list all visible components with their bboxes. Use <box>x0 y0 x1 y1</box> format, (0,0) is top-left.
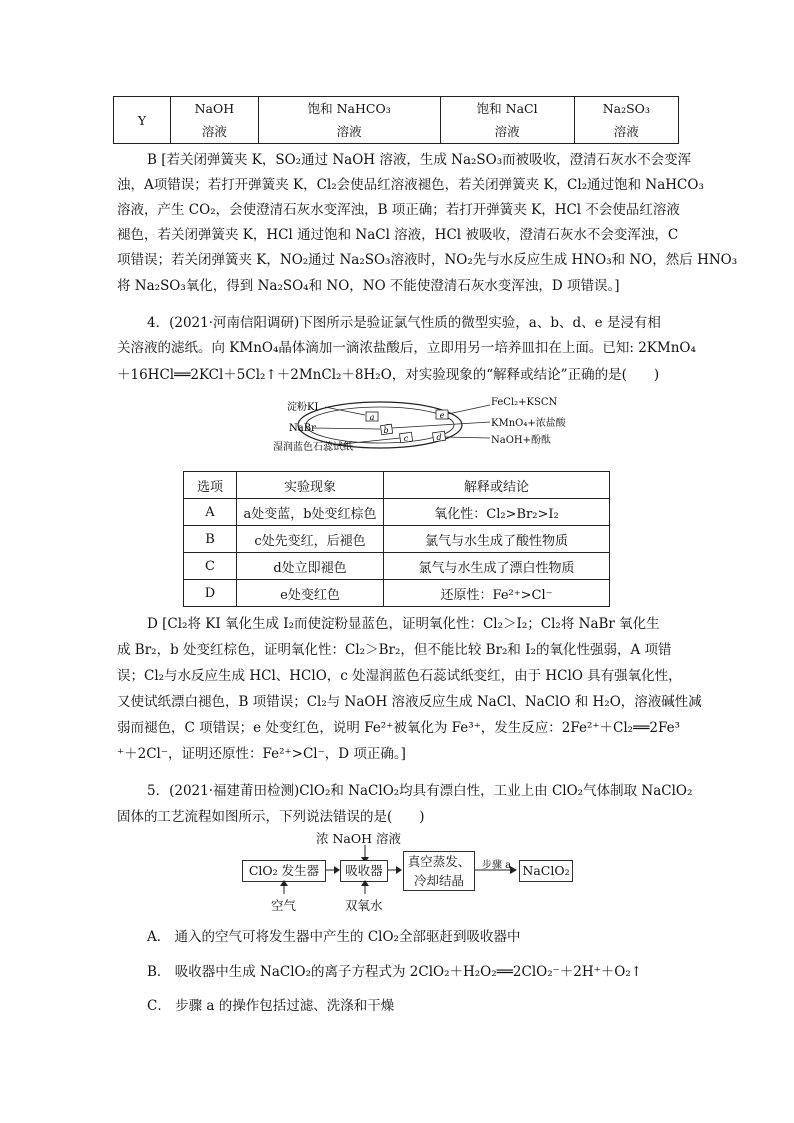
label-nabr: NaBr <box>289 423 316 434</box>
text-line: 溶液，产生 CO₂，会使澄清石灰水变浑浊，B 项正确；若打开弹簧夹 K，HCl 不会使品红溶液 <box>117 202 680 218</box>
option-c: C． 步骤 a 的操作包括过滤、洗涤和干燥 <box>147 998 395 1014</box>
text-line: 将 Na₂SO₃氧化，得到 Na₂SO₄和 NO，NO 不能使澄清石灰水变浑浊，D 项错误。] <box>117 278 620 294</box>
flow-up-arrows <box>240 880 440 896</box>
marker-c <box>400 432 413 443</box>
text-line: 弱而褪色，C 项错误；e 处变红色，说明 Fe²⁺被氧化为 Fe³⁺，发生反应：2Fe²⁺＋Cl₂══2Fe³ <box>117 720 680 736</box>
y-cell-1: NaOH 溶液 <box>171 97 259 144</box>
flow-under-h2o2: 双氧水 <box>345 898 383 913</box>
text-line: 4．(2021·河南信阳调研)下图所示是验证氯气性质的微型实验，a、b、d、e 是浸有相 <box>147 315 661 331</box>
y-cell-2: 饱和 NaHCO₃ 溶液 <box>258 97 440 144</box>
table-row: D e处变红色 还原性：Fe²⁺>Cl⁻ <box>184 580 610 607</box>
label-kmno4-hcl: KMnO₄+浓盐酸 <box>491 418 566 429</box>
marker-e <box>436 410 448 420</box>
table-header-row <box>184 472 610 499</box>
header-phenomenon: 实验现象 <box>237 472 384 499</box>
svg-text:b: b <box>383 426 389 435</box>
label-litmus: 湿润蓝色石蕊试纸 <box>273 442 353 453</box>
table-row: C d处立即褪色 氯气与水生成了漂白性物质 <box>184 553 610 580</box>
text-line: 5．(2021·福建莆田检测)ClO₂和 NaClO₂均具有漂白性，工业上由 ClO₂气体制取 NaClO₂ <box>147 783 693 799</box>
text-line: 又使试纸漂白褪色，B 项错误；Cl₂与 NaOH 溶液反应生成 NaCl、NaClO 和 H₂O，溶液碱性减 <box>117 694 702 710</box>
petri-dish-diagram <box>255 395 515 460</box>
text-line: 误；Cl₂与水反应生成 HCl、HClO，c 处湿润蓝色石蕊试纸变红，由于 HClO 具有强氧化性， <box>117 668 682 684</box>
header-option: 选项 <box>184 472 237 499</box>
flow-box-absorber: 吸收器 <box>340 860 388 882</box>
marker-d <box>433 431 446 442</box>
table-row: B c处先变红，后褪色 氯气与水生成了酸性物质 <box>184 526 610 553</box>
flow-box-evaporation: 真空蒸发、 冷却结晶 <box>403 851 475 891</box>
text-line: 褪色，若关闭弹簧夹 K，HCl 通过饱和 NaCl 溶液，HCl 被吸收，澄清石灰水不会变浑浊，C <box>117 227 679 243</box>
text-line: 成 Br₂，b 处变红棕色，证明氧化性：Cl₂＞Br₂，但不能比较 Br₂和 I₂的氧化性强弱，A 项错 <box>117 642 672 658</box>
y-cell-4: Na₂SO₃ 溶液 <box>574 97 678 144</box>
marker-b <box>380 424 392 435</box>
text-line: B [若关闭弹簧夹 K，SO₂通过 NaOH 溶液，生成 Na₂SO₃而被吸收，澄清石灰水不会变浑 <box>147 152 692 168</box>
flow-step-label: 步骤 a <box>482 860 512 871</box>
y-row-label: Y <box>114 97 171 144</box>
header-conclusion: 解释或结论 <box>384 472 610 499</box>
text-line: 浊，A项错误；若打开弹簧夹 K，Cl₂会使品红溶液褪色，若关闭弹簧夹 K，Cl₂通过饱和 NaHCO₃ <box>117 177 704 193</box>
label-naoh-phenol: NaOH+酚酞 <box>491 435 552 446</box>
option-a: A． 通入的空气可将发生器中产生的 ClO₂全部驱赶到吸收器中 <box>147 929 521 945</box>
label-fecl2-kscn: FeCl₂+KSCN <box>491 397 558 408</box>
option-b: B． 吸收器中生成 NaClO₂的离子方程式为 2ClO₂＋H₂O₂══2ClO₂⁻＋2H⁺＋O₂↑ <box>147 964 643 980</box>
text-line: 项错误；若关闭弹簧夹 K，NO₂通过 Na₂SO₃溶液时，NO₂先与水反应生成 HNO₃和 NO，然后 HNO₃ <box>117 252 738 268</box>
text-line: D [Cl₂将 KI 氧化生成 I₂而使淀粉显蓝色，证明氧化性：Cl₂＞I₂；Cl₂将 NaBr 氧化生 <box>147 616 660 632</box>
flow-top-input: 浓 NaOH 溶液 <box>316 831 401 846</box>
y-solution-table <box>113 96 679 144</box>
text-line: ＋16HCl══2KCl＋5Cl₂↑＋2MnCl₂＋8H₂O，对实验现象的“解释或结论”正确的是( ) <box>117 367 660 383</box>
text-line: 关溶液的滤纸。向 KMnO₄晶体滴加一滴浓盐酸后，立即用另一培养皿扣在上面。已知: 2KMnO₄ <box>117 340 696 356</box>
svg-text:e: e <box>439 411 445 420</box>
marker-a <box>366 412 378 422</box>
text-line: ⁺＋2Cl⁻，证明还原性：Fe²⁺>Cl⁻，D 项正确。] <box>117 746 406 762</box>
q4-options-table <box>183 471 610 607</box>
y-cell-3: 饱和 NaCl 溶液 <box>440 97 574 144</box>
label-starch-ki: 淀粉KI <box>287 402 319 413</box>
flow-box-product: NaClO₂ <box>519 860 573 882</box>
dish-inner-ellipse <box>306 407 454 443</box>
table-row: A a处变蓝，b处变红棕色 氧化性：Cl₂>Br₂>I₂ <box>184 499 610 526</box>
svg-text:c: c <box>403 434 409 443</box>
svg-text:a: a <box>369 413 375 422</box>
text-line: 固体的工艺流程如图所示，下列说法错误的是( ) <box>117 809 425 825</box>
svg-text:d: d <box>436 433 442 442</box>
flow-under-air: 空气 <box>271 898 297 913</box>
flow-box-generator: ClO₂ 发生器 <box>242 860 326 882</box>
